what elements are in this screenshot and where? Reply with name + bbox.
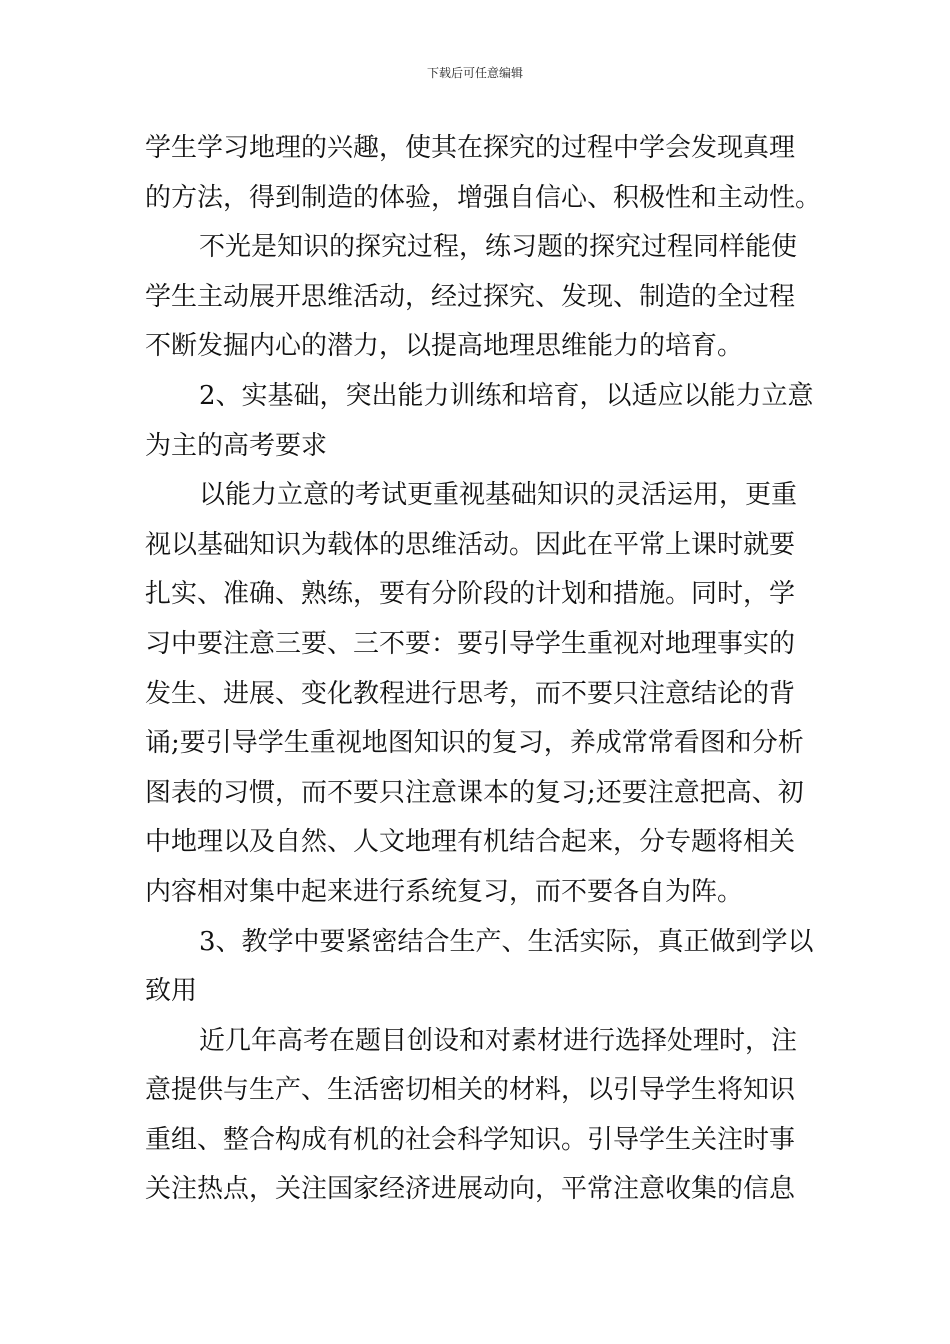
paragraph-line: 不断发掘内心的潜力，以提高地理思维能力的培育。 [145, 331, 744, 362]
paragraph-line: 发生、进展、变化教程进行思考，而不要只注意结论的背 [145, 678, 796, 709]
paragraph-line: 的方法，得到制造的体验，增强自信心、积极性和主动性。 [145, 182, 822, 213]
paragraph-line: 学生学习地理的兴趣，使其在探究的过程中学会发现真理 [145, 133, 796, 163]
paragraph-line: 致用 [145, 976, 198, 1007]
paragraph-line: 为主的高考要求 [145, 430, 328, 461]
paragraph-line: 中地理以及自然、人文地理有机结合起来，分专题将相关 [145, 827, 796, 858]
paragraph-line: 学生主动展开思维活动，经过探究、发现、制造的全过程 [145, 281, 796, 312]
document-body [145, 124, 822, 1215]
paragraph-line: 习中要注意三要、三不要：要引导学生重视对地理事实的 [145, 628, 796, 659]
paragraph-first-line: 3、教学中要紧密结合生产、生活实际，真正做到学以 [199, 926, 814, 957]
paragraph-line: 内容相对集中起来进行系统复习，而不要各自为阵。 [145, 876, 744, 907]
paragraph-line: 视以基础知识为载体的思维活动。因此在平常上课时就要 [145, 529, 796, 560]
page-header: 下载后可任意编辑 [426, 66, 523, 80]
paragraph-line: 意提供与生产、生活密切相关的材料，以引导学生将知识 [145, 1075, 796, 1106]
paragraph-line: 诵;要引导学生重视地图知识的复习，养成常常看图和分析 [145, 728, 804, 759]
paragraph-first-line: 不光是知识的探究过程，练习题的探究过程同样能使 [199, 232, 798, 263]
paragraph-line: 图表的习惯，而不要只注意课本的复习;还要注意把高、初 [145, 777, 804, 808]
paragraph-line: 关注热点，关注国家经济进展动向，平常注意收集的信息 [145, 1174, 796, 1205]
paragraph-line: 扎实、准确、熟练，要有分阶段的计划和措施。同时，学 [145, 579, 796, 610]
paragraph-first-line: 以能力立意的考试更重视基础知识的灵活运用，更重 [199, 480, 798, 511]
paragraph-line: 重组、整合构成有机的社会科学知识。引导学生关注时事 [145, 1124, 796, 1155]
paragraph-first-line: 近几年高考在题目创设和对素材进行选择处理时，注 [199, 1025, 798, 1056]
paragraph-first-line: 2、实基础，突出能力训练和培育，以适应以能力立意 [199, 380, 814, 411]
